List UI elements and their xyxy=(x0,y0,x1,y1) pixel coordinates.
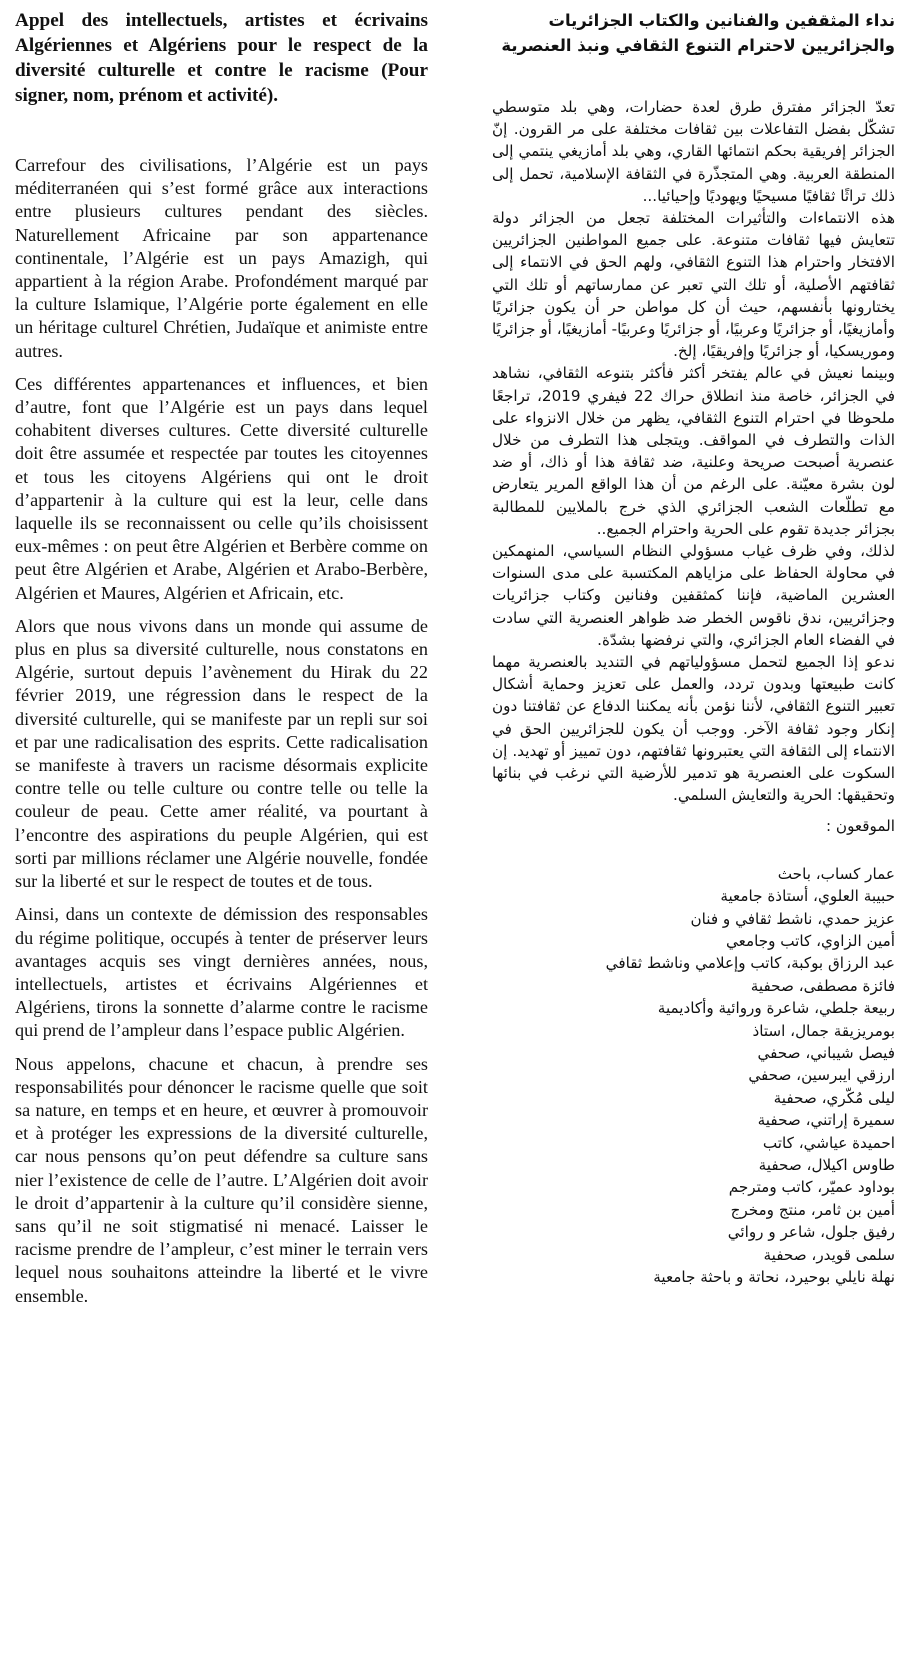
signatory: أمين بن ثامر، منتج ومخرج xyxy=(730,1200,895,1219)
signatory: عبد الرزاق بوكبة، كاتب وإعلامي وناشط ثقافي xyxy=(605,954,895,973)
arabic-paragraph-1: تعدّ الجزائر مفترق طرق لعدة حضارات، وهي بلد متوسطي تشكّل بفضل التفاعلات بين ثقافات مختلفة على مر القرون. إنّ الجزائر إفريقية بحكم انتمائها القاري، وهي بلد أمازيغي ينتمي إلى المنطقة العربية. وهي المتجذّرة في الثقافة الإسلامية، تحمل إلى ذلك تراثًا ثقافيًا مسيحيًا ويهوديًا وإحيائيا... xyxy=(492,98,895,205)
signatories-heading: الموقعون : xyxy=(825,816,895,835)
signatory: احميدة عياشي، كاتب xyxy=(762,1133,895,1152)
arabic-title: نداء المثقفين والفنانين والكتاب الجزائريات والجزائريين لاحترام التنوع الثقافي ونبذ العنصرية xyxy=(501,11,895,55)
signatory: فائزة مصطفى، صحفية xyxy=(750,976,895,995)
arabic-paragraph-2: هذه الانتماءات والتأثيرات المختلفة تجعل من الجزائر دولة تتعايش فيها ثقافات متنوعة. على جميع المواطنين الجزائريين الافتخار واحترام هذا التنوع الثقافي، ولهم الحق في الانتماء إلى ثقافتهم الأصلية، أو تلك التي تعبر عن ممارساتهم أو تلك التي يختارونها بأنفسهم، حيث أن كل مواطن حر أن يكون جزائريًا وأمازيغيًا، أو جزائريًا وعربيًا، أو جزائريًا وعربيًا- أمازيغيًا، أو جزائريًا وموريسكيا، أو جزائريًا وإفريقيًا، إلخ. xyxy=(492,209,895,361)
french-paragraph-2: Ces différentes appartenances et influences, et bien d’autre, font que l’Algérie est un pays dans lequel cohabitent diverses cultures. Cette diversité culturelle doit être assumée et respectée par toutes les citoyennes et tous les citoyens Algériens qui ont le droit d’appartenir à la culture qui est la leur, celle dans laquelle ils se reconnaissent ou celle qu’ils choisissent eux-mêmes : on peut être Algérien et Berbère comme on peut être Algérien et Arabe, Algérien et Arabo-Berbère, Algérien et Maures, Algérien et Africain, etc. xyxy=(15,373,428,603)
signatory: فيصل شيباني، صحفي xyxy=(757,1043,895,1062)
french-column xyxy=(15,8,428,1318)
signatory: ربيعة جلطي، شاعرة وروائية وأكاديمية xyxy=(657,999,895,1018)
signatory: حبيبة العلوي، أستاذة جامعية xyxy=(720,887,895,906)
signatory: طاوس اكيلال، صحفية xyxy=(758,1155,895,1174)
signatory: بومريزيقة جمال، استاذ xyxy=(752,1021,895,1040)
french-paragraph-5: Nous appelons, chacune et chacun, à prendre ses responsabilités pour dénoncer le racisme quelle que soit sa nature, en temps et en heure, et œuvrer à promouvoir et à protéger les expressions de la diversité culturelle, car nous pensons qu’on peut défendre sa culture sans nier l’existence de celle de l’autre. L’Algérien doit avoir le droit d’appartenir à la culture qu’il considère sienne, sans qu’il ne soit stigmatisé ni menacé. Laisser le racisme prendre de l’ampleur, c’est miner le terrain vers lequel nous souhaitons atteindre la liberté et le vivre ensemble. xyxy=(15,1053,428,1306)
arabic-paragraph-4: لذلك، وفي ظرف غياب مسؤولي النظام السياسي، المنهمكين في محاولة الحفاظ على مزاياهم المكتسبة على مدى السنوات العشرين الماضية، فإننا كمثقفين وفنانين وكتاب جزائريات وجزائريين، ندق ناقوس الخطر ضد ظواهر العنصرية التي سادت في الفضاء العام الجزائري، والتي نرفضها بشدّة. xyxy=(492,542,895,649)
french-paragraph-4: Ainsi, dans un contexte de démission des responsables du régime politique, occupés à tenter de préserver leurs avantages acquis ses vingt dernières années, nous, intellectuels, artistes et écrivains Algériennes et Algériens, tirons la sonnette d’alarme contre le racisme qui prend de l’ampleur dans l’espace public Algérien. xyxy=(15,904,428,1041)
signatory: سميرة إراتني، صحفية xyxy=(757,1111,895,1130)
signatory: أمين الزاوي، كاتب وجامعي xyxy=(725,931,895,950)
signatory: رفيق جلول، شاعر و روائي xyxy=(727,1223,895,1242)
signatory: ليلى مُكّري، صحفية xyxy=(773,1088,895,1107)
signatories-list xyxy=(492,863,895,1289)
french-paragraph-1: Carrefour des civilisations, l’Algérie est un pays méditerranéen qui s’est formé grâce aux interactions entre plusieurs cultures pendant des siècles. Naturellement Africaine par son appartenance continentale, l’Algérie est un pays Amazigh, qui appartient à la région Arabe. Profondément marqué par la culture Islamique, l’Algérie porte également en elle un héritage culturel Chrétien, Judaïque et animiste entre autres. xyxy=(15,155,428,361)
french-title: Appel des intellectuels, artistes et écrivains Algériennes et Algériens pour le respect de la diversité culturelle et contre le racisme (Pour signer, nom, prénom et activité). xyxy=(15,10,428,106)
signatory: سلمى قويدر، صحفية xyxy=(763,1245,895,1264)
arabic-column xyxy=(492,8,895,1288)
signatory: ارزقي ايبرسين، صحفي xyxy=(748,1066,895,1085)
arabic-paragraph-3: وبينما نعيش في عالم يفتخر أكثر فأكثر بتنوعه الثقافي، نشاهد في الجزائر، خاصة منذ انطلاق حراك 22 فيفري 2019، تراجعًا ملحوظا في احترام التنوع الثقافي، يظهر من خلال الانزواء على الذات والتطرف في المواقف. ويتجلى هذا التطرف من خلال عنصرية أصبحت صريحة وعلنية، ضد ثقافة هذا أو ذاك، أو ضد لون بشرة معيّنة. على الرغم من أن هذا الواقع المرير يتعارض مع تطلّعات الشعب الجزائري الذي خرج بالملايين للمطالبة بجزائر جديدة تقوم على الحرية واحترام الجميع.. xyxy=(492,364,895,538)
french-paragraph-3: Alors que nous vivons dans un monde qui assume de plus en plus sa diversité culturelle, nous constatons en Algérie, surtout depuis l’avènement du Hirak du 22 février 2019, une régression dans le respect de la diversité culturelle, qui se manifeste par un repli sur soi et par une radicalisation des esprits. Cette radicalisation se manifeste à travers un racisme désormais explicite contre telle ou telle culture ou contre telle ou telle la couleur de peau. Cette amer réalité, va pourtant à l’encontre des aspirations du peuple Algérien, qui est sorti par millions réclamer une Algérie nouvelle, fondée sur la liberté et sur le respect de toutes et de tous. xyxy=(15,615,428,892)
arabic-paragraph-5: ندعو إذا الجميع لتحمل مسؤولياتهم في التنديد بالعنصرية مهما كانت طبيعتها وبدون تردد، والعمل على تعزيز وحماية أشكال تعبير التنوع الثقافي، لأننا نؤمن بأنه يمكننا الدفاع عن ثقافتنا دون إنكار وجود ثقافة الآخر. ووجب أن يكون للجزائريين الحق في الانتماء إلى الثقافة التي يعتبرونها ثقافتهم، دون تمييز أو تهديد. إن السكوت على العنصرية هو تدمير للأرضية التي نرغب في بنائها وتحقيقها: الحرية والتعايش السلمي. xyxy=(492,653,895,805)
signatory: عزيز حمدي، ناشط ثقافي و فنان xyxy=(690,909,895,928)
signatory: عمار كساب، باحث xyxy=(777,864,895,883)
signatory: بوداود عميّر، كاتب ومترجم xyxy=(728,1178,895,1197)
signatory: نهلة نايلي بوحيرد، نحاتة و باحثة جامعية xyxy=(653,1268,895,1287)
